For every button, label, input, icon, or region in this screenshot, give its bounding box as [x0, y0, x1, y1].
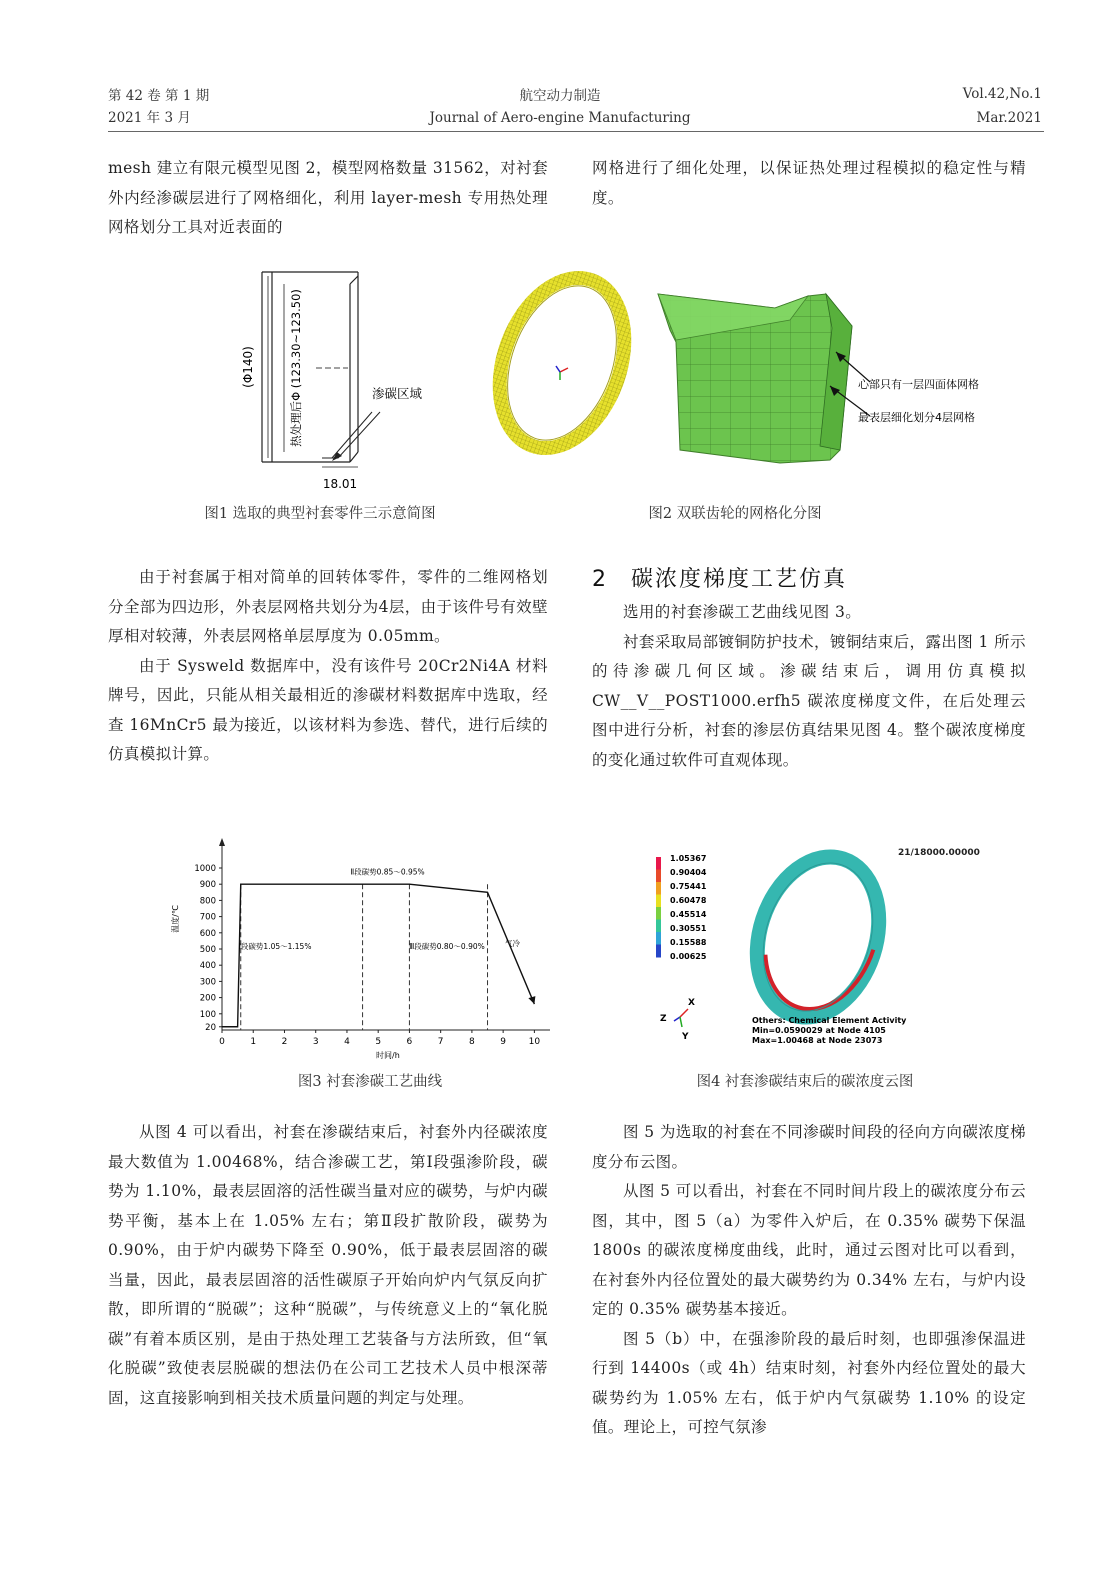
- header-date: 2021 年 3 月: [108, 110, 191, 126]
- paragraph: 选用的衬套渗碳工艺曲线见图 3。: [623, 603, 862, 621]
- paragraph: 从图 5 可以看出，衬套在不同时间片段上的碳浓度分布云图，其中，图 5（a）为零件入炉后，在 0.35% 碳势下保温 1800s 的碳浓度梯度曲线，此时，通过云图对比可以看到，在衬套外内径位置处的最大碳势约为 0.34% 左右，与炉内设定的 0.35% 碳势基本接近。: [592, 1182, 1026, 1318]
- fig1-caption: 图1 选取的典型衬套零件三示意简图: [204, 506, 436, 522]
- right-column-top: [592, 154, 1026, 213]
- paragraph: 图 5（b）中，在强渗阶段的最后时刻，也即强渗保温进行到 14400s（或 4h）结束时刻，衬套外内经位置处的最大碳势约为 1.05% 左右，低于炉内气氛碳势 1.10% 的设定值。理论上，可控气氛渗: [592, 1329, 1026, 1436]
- y-tick-label: 300: [199, 977, 216, 988]
- info-line-2: Min=0.0590029 at Node 4105: [752, 1026, 886, 1035]
- chamfer-bottom: [350, 452, 358, 462]
- chart-annotation: Ⅱ段碳势0.85～0.95%: [350, 867, 425, 877]
- annotation-surface: 最表层细化划分4层网格: [858, 411, 975, 424]
- x-axis-label: 时间/h: [376, 1051, 400, 1060]
- info-line-1: Others: Chemical Element Activity: [752, 1016, 907, 1025]
- left-column-bottom: [108, 1118, 548, 1413]
- paragraph: 由于 Sysweld 数据库中，没有该件号 20Cr2Ni4A 材料牌号，因此，只能从相关最相近的渗碳材料数据库中选取，经查 16MnCr5 最为接近，以该材料为参选、替代，进行后续的仿真模拟计算。: [108, 656, 548, 763]
- legend-value: 0.75441: [670, 882, 707, 891]
- right-column-bottom: [592, 1118, 1026, 1443]
- journal-title-en: Journal of Aero-engine Manufacturing: [429, 110, 691, 126]
- color-legend: [656, 854, 707, 961]
- fig3-caption: 图3 衬套渗碳工艺曲线: [297, 1074, 443, 1090]
- y-tick-label: 1000: [194, 864, 216, 874]
- left-column-mid: [108, 563, 548, 770]
- y-tick-label: 400: [199, 961, 216, 972]
- axis-y-label: Y: [682, 1032, 689, 1042]
- legend-swatch: [656, 895, 661, 908]
- header-vol-en: Vol.42,No.1: [962, 86, 1042, 102]
- label-width: 18.01: [322, 477, 358, 491]
- chart-annotation: Ⅰ段碳势1.05～1.15%: [238, 942, 312, 951]
- label-carburize-zone: 渗碳区域: [372, 386, 423, 401]
- label-dimension: 热处理后Φ (123.30~123.50): [289, 289, 303, 447]
- legend-value: 0.90404: [670, 868, 707, 877]
- chart-annotation: 气冷: [505, 938, 521, 948]
- paragraph: 由于衬套属于相对简单的回转体零件，零件的二维网格划分全部为四边形，外表层网格共划分为4层，由于该件号有效壁厚相对较薄，外表层网格单层厚度为 0.05mm。: [108, 568, 548, 645]
- chamfer: [350, 276, 358, 284]
- journal-title-cn: 航空动力制造: [519, 88, 601, 104]
- axis-z: [556, 366, 560, 372]
- y-tick-label: 800: [199, 896, 216, 907]
- x-tick-label: 9: [500, 1037, 507, 1047]
- x-tick-label: 0: [219, 1037, 225, 1047]
- section-number: 2: [592, 567, 606, 592]
- y-tick-label: 200: [199, 993, 216, 1004]
- ring-contour: [737, 845, 898, 1033]
- label-phi140: (Φ140): [241, 346, 255, 388]
- y-tick-label: 700: [199, 912, 216, 923]
- fig2-mesh: [490, 268, 1050, 473]
- y-axis-label: 温度/℃: [171, 905, 180, 933]
- legend-swatch: [656, 920, 661, 933]
- annotation-core: 心部只有一层四面体网格: [858, 378, 979, 391]
- legend-value: 1.05367: [670, 854, 707, 863]
- section-heading: [592, 562, 847, 593]
- legend-swatch: [656, 932, 661, 945]
- legend-value: 0.45514: [670, 910, 707, 919]
- paragraph: mesh 建立有限元模型见图 2，模型网格数量 31562，对衬套外内经渗碳层进行了网格细化，利用 layer-mesh 专用热处理网格划分工具对近表面的: [108, 159, 548, 236]
- legend-value: 0.15588: [670, 938, 707, 947]
- legend-swatch: [656, 857, 661, 870]
- y-axis-arrow: [219, 838, 225, 846]
- x-tick-label: 5: [375, 1037, 382, 1047]
- y-tick-label: 500: [199, 945, 216, 955]
- fig4-caption: 图4 衬套渗碳结束后的碳浓度云图: [696, 1074, 914, 1090]
- chart-annotation: Ⅲ段碳势0.80～0.90%: [409, 942, 485, 951]
- legend-swatch: [656, 882, 661, 895]
- fig3-chart: [160, 838, 560, 1068]
- curve-arrow: [528, 996, 535, 1004]
- x-tick-label: 3: [312, 1037, 319, 1047]
- x-tick-label: 7: [437, 1037, 444, 1047]
- y-tick-label: 20: [205, 1022, 216, 1033]
- axis-x-label: X: [688, 998, 695, 1008]
- fig2-caption: 图2 双联齿轮的网格化分图: [648, 506, 822, 522]
- paragraph: 图 5 为选取的衬套在不同渗碳时间段的径向方向碳浓度梯度分布云图。: [592, 1123, 1026, 1171]
- paragraph: 衬套采取局部镀铜防护技术，镀铜结束后，露出图 1 所示的待渗碳几何区域。渗碳结束后，调用仿真模拟 CW__V__POST1000.erfh5 碳浓度梯度文件，在后处理云图中进行分析，衬套的渗层仿真结果见图 4。整个碳浓度梯度的变化通过软件可直观体现。: [592, 632, 1026, 769]
- fig4-contour: [650, 845, 1050, 1050]
- x-tick-label: 2: [281, 1037, 288, 1047]
- x-tick-label: 6: [406, 1037, 413, 1047]
- step-label: 21/18000.00000: [898, 848, 980, 858]
- header-month-en: Mar.2021: [976, 110, 1042, 126]
- legend-swatch: [656, 870, 661, 883]
- legend-value: 0.00625: [670, 952, 707, 961]
- legend-value: 0.60478: [670, 896, 707, 905]
- x-tick-label: 10: [528, 1037, 541, 1047]
- y-tick-label: 900: [199, 880, 216, 891]
- paragraph: 从图 4 可以看出，衬套在渗碳结束后，衬套外内径碳浓度最大数值为 1.00468%，结合渗碳工艺，第Ⅰ段强渗阶段，碳势为 1.10%，最表层固溶的活性碳当量对应的碳势，与炉内碳势平衡，基本上在 1.05% 左右；第Ⅱ段扩散阶段，碳势为 0.90%，由于炉内碳势下降至 0.90%，低于最表层固溶的碳当量，因此，最表层固溶的活性碳原子开始向炉内气氛反向扩散，即所谓的“脱碳”；这种“脱碳”，与传统意义上的“氧化脱碳”有着本质区别，是由于热处理工艺装备与方法所致，但“氧化脱碳”致使表层脱碳的想法仍在公司工艺技术人员中根深蒂固，这直接影响到相关技术质量问题的判定与处理。: [108, 1123, 548, 1407]
- header-volume: 第 42 卷 第 1 期: [108, 88, 210, 104]
- info-line-3: Max=1.00468 at Node 23073: [752, 1036, 883, 1045]
- x-tick-label: 1: [250, 1037, 257, 1047]
- axis-z-label: Z: [660, 1014, 667, 1024]
- legend-swatch: [656, 945, 661, 958]
- section-title: 碳浓度梯度工艺仿真: [631, 567, 848, 592]
- right-column-mid: [592, 598, 1026, 775]
- header-rule: [108, 131, 1044, 132]
- axis-x: [560, 368, 568, 372]
- legend-swatch: [656, 907, 661, 920]
- left-column-top: [108, 154, 548, 243]
- x-tick-label: 4: [344, 1037, 350, 1047]
- legend-value: 0.30551: [670, 924, 707, 933]
- paragraph: 网格进行了细化处理，以保证热处理过程模拟的稳定性与精度。: [592, 159, 1026, 207]
- ring-mesh: [490, 268, 647, 466]
- fig1-drawing: [220, 262, 460, 497]
- x-tick-label: 8: [469, 1037, 475, 1047]
- y-tick-label: 600: [199, 928, 216, 939]
- y-tick-label: 100: [199, 1009, 216, 1020]
